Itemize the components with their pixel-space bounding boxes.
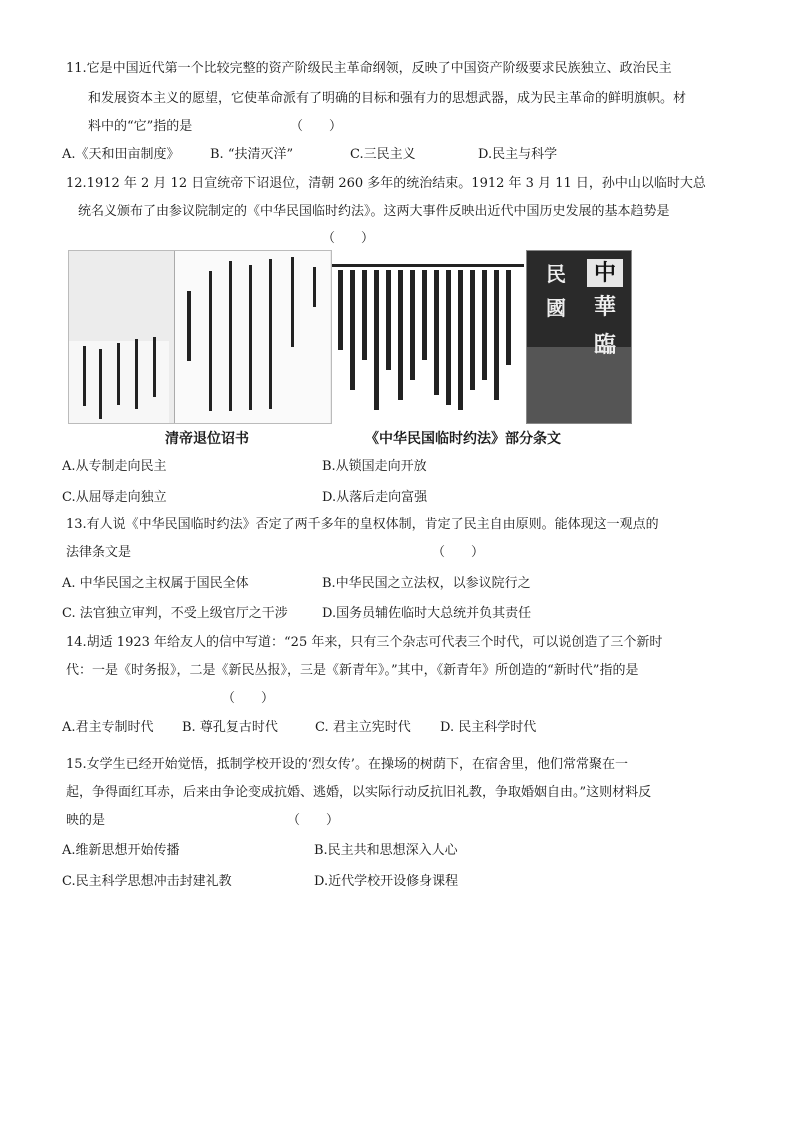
provisional-constitution-image xyxy=(332,250,524,422)
q11-answer-blank: （ ） xyxy=(290,119,343,134)
q14-stem-line1: 14.胡适 1923 年给友人的信中写道：“25 年来，只有三个杂志可代表三个时代，可以说创造了三个新时 xyxy=(66,635,663,650)
q15-stem-line1: 15.女学生已经开始觉悟，抵制学校开设的‘烈女传’。在操场的树荫下，在宿舍里，他们常常聚在一 xyxy=(66,757,628,772)
q13-stem-line2: 法律条文是 xyxy=(66,545,132,560)
q12-option-d: D.从落后走向富强 xyxy=(322,490,428,505)
q14-stem-line2: 代：一是《时务报》，二是《新民丛报》，三是《新青年》。”其中，《新青年》所创造的“新时代”指的是 xyxy=(66,663,639,678)
q13-option-d: D.国务员辅佐临时大总统并负其责任 xyxy=(322,606,532,621)
q12-answer-blank: （ ） xyxy=(322,231,375,246)
q12-option-b: B.从锁国走向开放 xyxy=(322,459,427,474)
q14-option-d: D. 民主科学时代 xyxy=(440,720,537,735)
photo-char-min: 民 xyxy=(546,262,566,286)
q13-option-b: B.中华民国之立法权，以参议院行之 xyxy=(322,576,531,591)
abdication-edict-image xyxy=(68,250,332,424)
q15-option-a: A.维新思想开始传播 xyxy=(62,843,180,858)
q12-stem-line1: 12.1912 年 2 月 12 日宣统帝下诏退位，清朝 260 多年的统治结束。1912 年 3 月 11 日，孙中山以临时大总 xyxy=(66,176,706,191)
q13-option-c: C. 法官独立审判，不受上级官厅之干涉 xyxy=(62,606,288,621)
q11-option-c: C.三民主义 xyxy=(350,147,416,162)
q11-option-a: A.《天和田亩制度》 xyxy=(62,147,180,162)
photo-char-lin: 臨 xyxy=(593,332,616,358)
constitution-cover-photo xyxy=(526,250,632,424)
photo-char-hua: 華 xyxy=(593,294,616,320)
q11-stem-line1: 11.它是中国近代第一个比较完整的资产阶级民主革命纲领，反映了中国资产阶级要求民族独立、政治民主 xyxy=(66,61,672,76)
q13-answer-blank: （ ） xyxy=(432,545,485,560)
q15-stem-line3: 映的是 xyxy=(66,813,106,828)
q15-answer-blank: （ ） xyxy=(287,813,340,828)
q11-option-b: B. “扶清灭洋” xyxy=(210,147,294,162)
q14-option-c: C. 君主立宪时代 xyxy=(315,720,411,735)
q15-option-b: B.民主共和思想深入人心 xyxy=(314,843,458,858)
q14-option-a: A.君主专制时代 xyxy=(62,720,154,735)
q13-option-a: A. 中华民国之主权属于国民全体 xyxy=(62,576,249,591)
provisional-constitution-caption: 《中华民国临时约法》部分条文 xyxy=(365,431,561,447)
q11-stem-line2: 和发展资本主义的愿望，它使革命派有了明确的目标和强有力的思想武器，成为民主革命的鲜明旗帜。材 xyxy=(88,91,687,106)
q13-stem-line1: 13.有人说《中华民国临时约法》否定了两千多年的皇权体制，肯定了民主自由原则。能体现这一观点的 xyxy=(66,517,659,532)
q15-option-d: D.近代学校开设修身课程 xyxy=(314,874,459,889)
q12-stem-line2: 统名义颁布了由参议院制定的《中华民国临时约法》。这两大事件反映出近代中国历史发展的基本趋势是 xyxy=(78,204,670,219)
q14-answer-blank: （ ） xyxy=(222,691,275,706)
q11-option-d: D.民主与科学 xyxy=(478,147,558,162)
photo-char-zhong: 中 xyxy=(587,259,623,287)
photo-char-guo: 國 xyxy=(546,296,566,320)
abdication-edict-caption: 清帝退位诏书 xyxy=(165,431,249,447)
q12-option-c: C.从屈辱走向独立 xyxy=(62,490,167,505)
q14-option-b: B. 尊孔复古时代 xyxy=(182,720,278,735)
q15-stem-line2: 起，争得面红耳赤，后来由争论变成抗婚、逃婚，以实际行动反抗旧礼教，争取婚姻自由。”这则材料反 xyxy=(66,785,652,800)
q12-images xyxy=(60,250,640,450)
q15-option-c: C.民主科学思想冲击封建礼教 xyxy=(62,874,232,889)
q12-option-a: A.从专制走向民主 xyxy=(62,459,167,474)
q11-stem-line3: 料中的“它”指的是 xyxy=(88,119,193,134)
